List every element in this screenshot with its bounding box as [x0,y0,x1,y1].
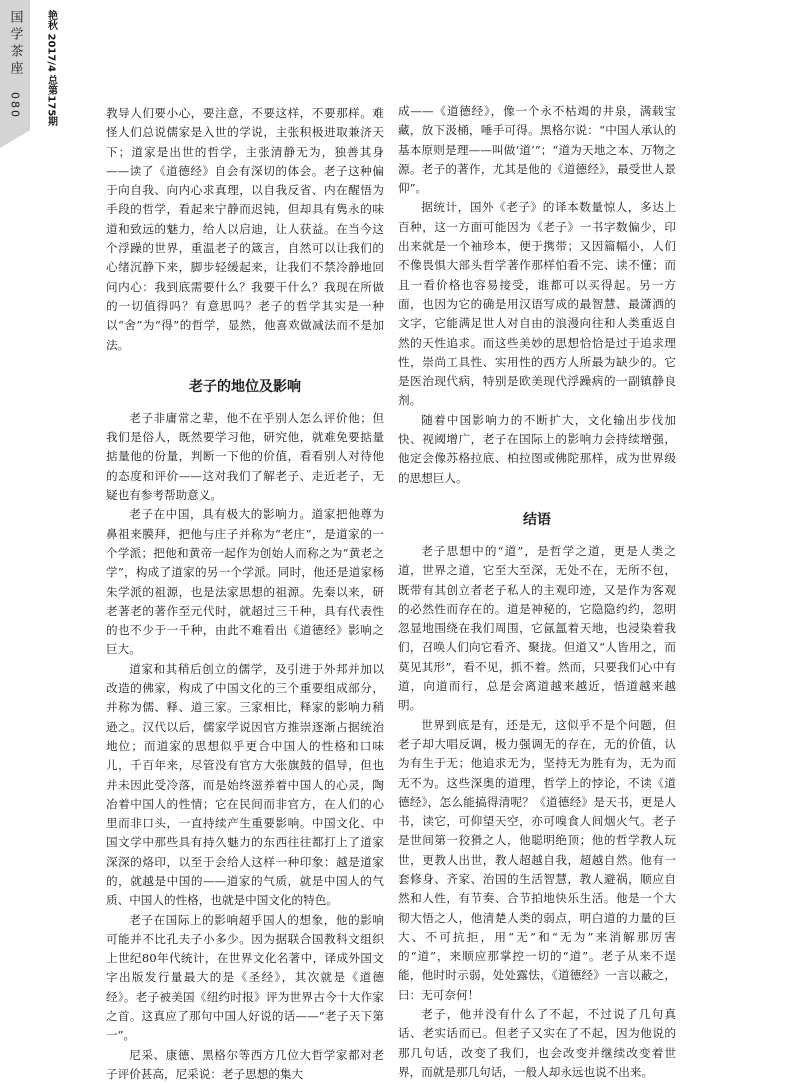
paragraph: 教导人们要小心，要注意，不要这样，不要那样。难怪人们总说儒家是入世的学说，主张积极进取兼济天下；道家是出世的哲学，主张清静无为，独善其身——读了《道德经》自会有深切的体会。老子这种偏于向自我、向内心求真理，以自我反省、内在醒悟为手段的哲学，看起来宁静而迟钝，但却具有隽永的味道和致远的魅力，给人以启迪，让人获益。在当今这个浮躁的世界，重温老子的箴言，自然可以让我们的心绪沉静下来，脚步轻缓起来，让我们不禁冷静地回问内心：我到底需要什么？我要干什么？我现在所做的一切值得吗？有意思吗？老子的哲学其实是一种以“舍”为“得”的哲学，显然，他喜欢做减法而不是加法。 [106,106,384,352]
page-number: 080 [8,92,22,119]
paragraph: 老子在中国，具有极大的影响力。道家把他尊为鼻祖来膜拜，把他与庄子并称为“老庄”，是道家的一个学派；把他和黄帝一起作为创始人而称之为“黄老之学”，构成了道家的另一个学派。同时，他还是道家杨朱学派的祖源，也是法家思想的祖源。先秦以来，研老著老的著作至元代时，就超过三千种，具有代表性的也不少于一千种，由此不难看出《道德经》影响之巨大。 [106,507,384,657]
section-title: 国学茶座 [7,10,23,78]
paragraph: 随着中国影响力的不断扩大，文化输出步伐加快、视阈增广，老子在国际上的影响力会持续增强，他定会像苏格拉底、柏拉图或佛陀那样，成为世界级的思想巨人。 [398,412,676,485]
paragraph: 成——《道德经》，像一个永不枯竭的井泉，满载宝藏，放下汲桶，唾手可得。黑格尔说：“中国人承认的基本原则是理——叫做‘道’”；“道为天地之本、万物之源。老子的著作，尤其是他的《道德经》，最受世人景仰”。 [398,104,676,196]
paragraph: 老子在国际上的影响超乎国人的想象，他的影响可能并不比孔夫子小多少。因为据联合国教科文组织上世纪80年代统计，在世界文化名著中，译成外国文字出版发行量最大的是《圣经》，其次就是《道德经》。老子被美国《纽约时报》评为世界古今十大作家之首。这真应了那句中国人好说的话——“老子天下第一”。 [106,912,384,1043]
paragraph: 道家和其稍后创立的儒学，及引进于外邦并加以改造的佛家，构成了中国文化的三个重要组成部分，并称为儒、释、道三家。三家相比，释家的影响力稍逊之。汉代以后，儒家学说因官方推崇逐渐占据统治地位；而道家的思想似乎更合中国人的性格和口味儿，千百年来，尽管没有官方大张旗鼓的倡导，但也并未因此受冷落，而是始终滋养着中国人的心灵，陶冶着中国人的性情；它在民间而非官方，在人们的心里而非口头，一直持续产生重要影响。中国文化、中国文学中那些具有持久魅力的东西往往都打上了道家深深的烙印，以至于会给人这样一种印象：越是道家的，就越是中国的——道家的气质，就是中国人的气质、中国人的性格，也就是中国文化的特色。 [106,661,384,908]
paragraph: 据统计，国外《老子》的译本数量惊人，多达上百种，这一方面可能因为《老子》一书字数偏少，印出来就是一个袖珍本，便于携带；又因篇幅小，人们不像畏惧大部头哲学著作那样怕看不完、读不懂；而且一看价格也容易接受，谁都可以买得起。另一方面，也因为它的确是用汉语写成的最智慧、最潇洒的文字，它能满足世人对自由的浪漫向往和人类重返自然的天性追求。而这些美妙的思想恰恰是过于追求理性，崇尚工具性、实用性的西方人所最为缺少的。它是医治现代病，特别是欧美现代浮躁病的一副镇静良剂。 [398,200,676,408]
paragraph: 世界到底是有，还是无，这似乎不是个问题，但老子却大唱反调，极力强调无的存在，无的价值，认为有生于无；他追求无为，坚持无为胜有为，无为而无不为。这些深奥的道理，哲学上的悖论，不读《道德经》，怎么能搞得清呢？《道德经》是天书，更是人书，读它，可仰望天空，亦可嗅食人间烟火气。老子是世间第一狡猾之人，他聪明绝顶；他的哲学教人玩世，更教人出世，教人超越自我，超越自然。他有一套修身、齐家、治国的生活智慧，教人避祸，顺应自然和人性，有节奏、合节拍地快乐生活。他是一个大彻大悟之人，他清楚人类的弱点，明白道的力量的巨大、不可抗拒，用“无”和“无为”来消解那厉害的“道”，来顺应那掌控一切的“道”。老子从来不逞能，他时时示弱，处处露怯，《道德经》一言以蔽之，曰：无可奈何！ [398,717,676,1002]
section-heading: 结语 [523,511,551,528]
paragraph: 老子，他并没有什么了不起，不过说了几句真话、老实话而已。但老子又实在了不起，因为他说的那几句话，改变了我们，也会改变并继续改变着世界，而就是那几句话，一般人却永远也说不出来。 [398,1007,676,1079]
left-column [106,104,384,1084]
paragraph: 老子思想中的“道”，是哲学之道，更是人类之道，世界之道，它至大至深，无处不在，无所不包，既带有其创立者老子私人的主观印迹，又是作为客观的必然性而存在的。道是神秘的，它隐隐约约，忽明忽显地围绕在我们周围，它氤氲着天地，也浸染着我们，召唤人们向它看齐、聚拢。但道又“人皆用之，而莫见其形”，看不见，抓不着。然而，只要我们心中有道，向道而行，总是会离道越来越近，悟道越来越明。 [398,543,676,713]
paragraph: 老子非庸常之辈，他不在乎别人怎么评价他；但我们是俗人，既然要学习他，研究他，就难免要掂量掂量他的份量，判断一下他的价值，看看别人对待他的态度和评价——这对我们了解老子、走近老子，无疑也有参考帮助意义。 [106,410,384,503]
running-head: 艳秋 2017/4 总第175期 [45,10,57,127]
right-column [398,102,676,1082]
section-heading: 老子的地位及影响 [189,378,301,395]
paragraph: 尼采、康德、黑格尔等西方几位大哲学家都对老子评价甚高，尼采说：老子思想的集大 [106,1047,384,1081]
